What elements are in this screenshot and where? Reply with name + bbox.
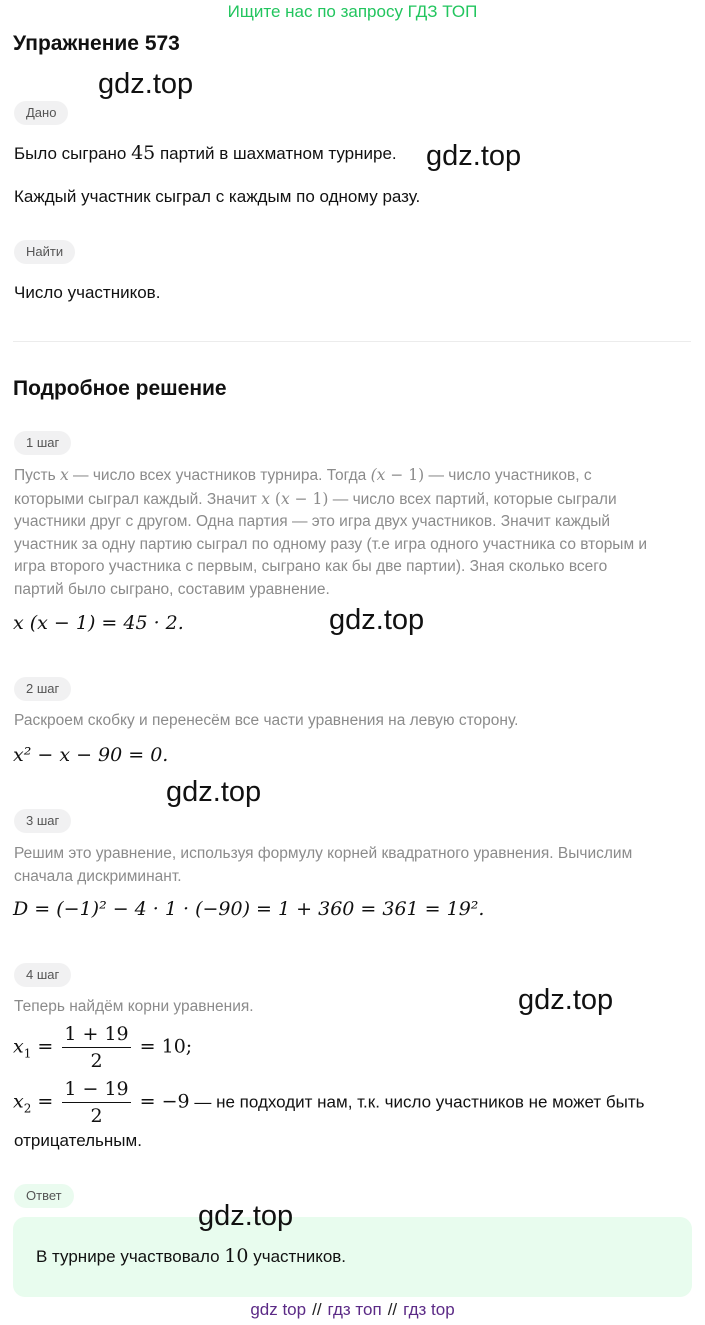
search-hint[interactable]: Ищите нас по запросу ГДЗ ТОП xyxy=(227,2,478,21)
step-3-label: 3 шаг xyxy=(14,809,71,833)
watermark: gdz.top xyxy=(198,1200,294,1232)
watermark: gdz.top xyxy=(98,68,194,100)
find-label: Найти xyxy=(14,240,75,264)
step-4-label: 4 шаг xyxy=(14,963,71,987)
watermark: gdz.top xyxy=(329,604,425,636)
step-1-label: 1 шаг xyxy=(14,431,71,455)
step-1-formula: x (x − 1) = 45 · 2. xyxy=(13,612,184,634)
fraction: $\frac{1 - 19}{2}$ xyxy=(64,1078,129,1127)
footer-link[interactable]: gdz top xyxy=(250,1300,307,1319)
page-title: Упражнение 573 xyxy=(13,32,180,55)
step-3-text: Решим это уравнение, используя формулу корней квадратного уравнения. Вычислим сначала дискриминант. xyxy=(14,845,633,885)
given-label: Дано xyxy=(14,101,68,125)
step-4-text: Теперь найдём корни уравнения. xyxy=(14,998,254,1015)
divider xyxy=(13,341,691,342)
footer-links: gdz top // гдз топ // гдз top xyxy=(250,1300,455,1319)
step-4-root-1: $x_1$ = $\frac{1 + 19}{2}$ = 10; xyxy=(13,1023,193,1072)
given-line-1: Было сыграно 45 партий в шахматном турнире. xyxy=(14,142,397,164)
find-text: Число участников. xyxy=(14,283,161,302)
step-4-note-cont: отрицательным. xyxy=(14,1131,142,1150)
footer-link[interactable]: гдз top xyxy=(403,1300,455,1319)
watermark: gdz.top xyxy=(166,776,262,808)
watermark: gdz.top xyxy=(426,140,522,172)
step-2-formula: x² − x − 90 = 0. xyxy=(13,744,169,766)
answer-label: Ответ xyxy=(14,1184,74,1208)
answer-box xyxy=(13,1217,692,1297)
answer-text: В турнире участвовало 10 участников. xyxy=(36,1245,347,1267)
solution-title: Подробное решение xyxy=(13,377,227,400)
step-3-formula: D = (−1)² − 4 · 1 · (−90) = 1 + 360 = 361 = 19². xyxy=(13,898,485,920)
given-line-2: Каждый участник сыграл с каждым по одному разу. xyxy=(14,187,421,206)
fraction: $\frac{1 + 19}{2}$ xyxy=(64,1023,129,1072)
watermark: gdz.top xyxy=(518,984,614,1016)
step-2-label: 2 шаг xyxy=(14,677,71,701)
step-4-root-2: $x_2$ = $\frac{1 - 19}{2}$ = −9 — не подходит нам, т.к. число участников не может быть xyxy=(13,1078,645,1127)
step-2-text: Раскроем скобку и перенесём все части уравнения на левую сторону. xyxy=(14,712,519,729)
footer-link[interactable]: гдз топ xyxy=(327,1300,382,1319)
step-1-text: Пусть x — число всех участников турнира. Тогда (x − 1) — число участников, с которыми сыграл каждый. Значит x (x − 1) — число всех партий, которые сыграли участники друг с другом. Одна партия — это игра двух участников. Значит каждый участник за одну партию сыграл по одному разу (т.е игра одного участника со вторым и игра второго участника с первым, сыграно как бы две партии). Зная сколько всего партий было сыграно, составим уравнение. xyxy=(14,466,648,598)
